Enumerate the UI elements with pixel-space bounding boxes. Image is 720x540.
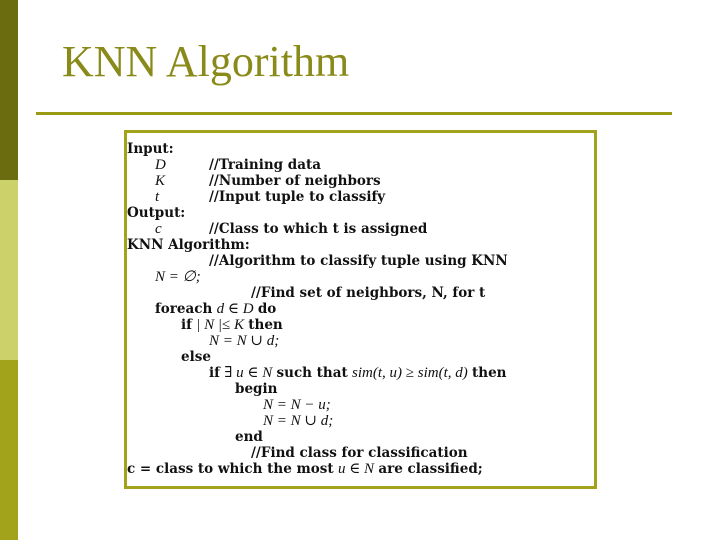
similarity-expression: sim(t, u) ≥ sim(t, d) <box>352 365 468 381</box>
side-bar-segment-medium <box>0 360 18 540</box>
such-that-keyword: such that <box>276 365 348 381</box>
if-keyword: if <box>181 317 192 333</box>
final-statement <box>127 461 483 477</box>
if-line <box>181 317 283 333</box>
algorithm-comment: //Algorithm to classify tuple using KNN <box>209 253 508 269</box>
then-keyword: then <box>248 317 283 333</box>
algorithm-box <box>124 130 597 489</box>
input-line <box>127 173 587 189</box>
begin-keyword: begin <box>235 381 278 397</box>
then-keyword: then <box>472 365 507 381</box>
assign-statement: N = N − u; <box>263 397 331 413</box>
input-comment: //Number of neighbors <box>209 173 381 189</box>
input-symbol: K <box>155 173 166 189</box>
input-symbol: t <box>155 189 160 205</box>
foreach-keyword: foreach <box>155 301 213 317</box>
foreach-expression: d ∈ D <box>216 301 254 317</box>
algorithm-label: KNN Algorithm: <box>127 237 250 253</box>
init-statement: N = ∅; <box>155 269 201 285</box>
input-comment: //Training data <box>209 157 321 173</box>
exists-expression: ∃ u ∈ N <box>224 365 273 381</box>
output-label: Output: <box>127 205 186 221</box>
end-keyword: end <box>235 429 263 445</box>
do-keyword: do <box>257 301 277 317</box>
input-line <box>127 157 587 173</box>
slide-title: KNN Algorithm <box>62 37 350 86</box>
input-label: Input: <box>127 141 174 157</box>
final-suffix: are classified; <box>378 461 483 477</box>
foreach-line <box>155 301 276 317</box>
else-keyword: else <box>181 349 211 365</box>
assign-statement: N = N ∪ d; <box>263 413 334 429</box>
side-bar-segment-light <box>0 180 18 360</box>
if-keyword: if <box>209 365 220 381</box>
title-underline <box>36 112 672 115</box>
find-class-comment: //Find class for classification <box>251 445 468 461</box>
assign-statement: N = N ∪ d; <box>209 333 280 349</box>
find-neighbors-comment: //Find set of neighbors, N, for t <box>251 285 486 301</box>
side-accent-bar <box>0 0 18 540</box>
input-line <box>127 189 587 205</box>
final-expression: u ∈ N <box>337 461 375 477</box>
if-exists-line <box>209 365 507 381</box>
output-symbol: c <box>155 221 162 237</box>
output-line <box>127 221 587 237</box>
final-prefix: c = class to which the most <box>127 461 334 477</box>
if-expression: | N |≤ K <box>196 317 244 333</box>
output-comment: //Class to which t is assigned <box>209 221 428 237</box>
input-symbol: D <box>155 157 166 173</box>
input-comment: //Input tuple to classify <box>209 189 386 205</box>
side-bar-segment-dark <box>0 0 18 180</box>
